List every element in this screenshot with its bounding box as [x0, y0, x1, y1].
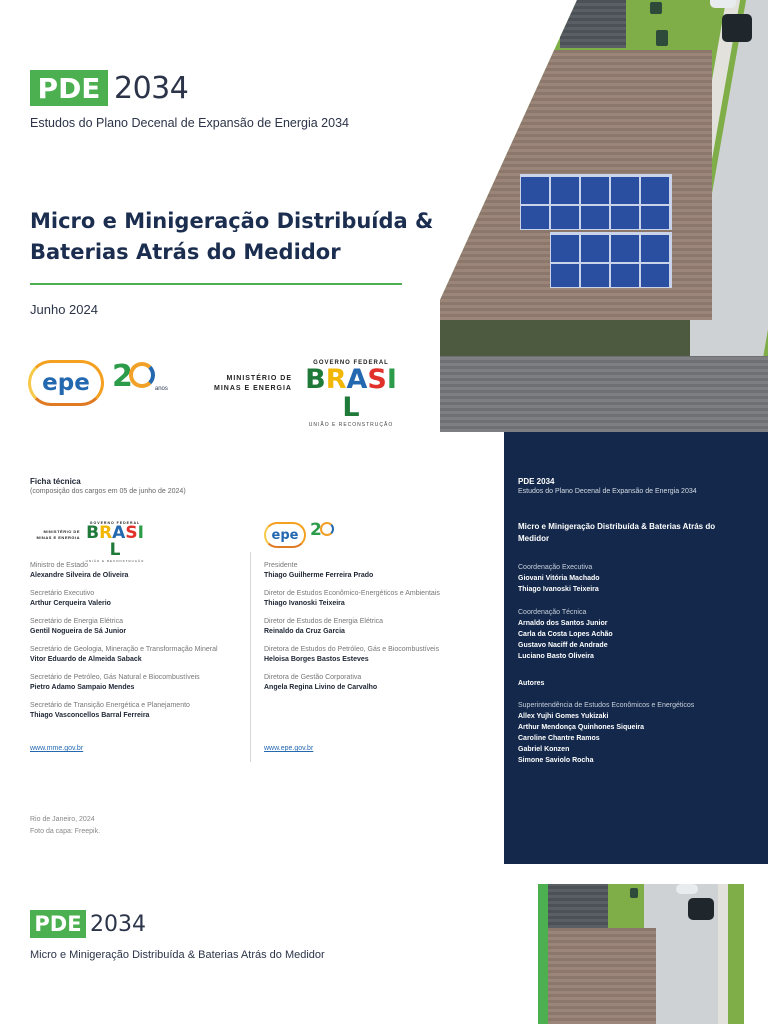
credits-pde-title: PDE 2034 [518, 477, 555, 486]
pde-logo [30, 910, 146, 938]
mme-line-1: MINISTÉRIO DE [226, 375, 292, 382]
mme-line-2: MINAS E ENERGIA [213, 385, 292, 392]
brasil-letter: S [125, 523, 138, 543]
anniversary-word: anos [154, 386, 168, 392]
staff-entry: Secretário Executivo Arthur Cerqueira Valerio [30, 590, 111, 607]
staff-entry: Secretário de Geologia, Mineração e Transformação Mineral Vitor Eduardo de Almeida Saback [30, 646, 218, 663]
governo-federal-logo-small [84, 521, 146, 563]
brasil-letter: R [99, 523, 113, 543]
epe-logo-ring-icon [264, 522, 306, 548]
cover-aerial-photo [440, 0, 768, 432]
mme-website-link[interactable]: www.mme.gov.br [30, 745, 84, 752]
title-divider [30, 283, 402, 285]
photo-roof-grey [440, 356, 768, 432]
anniversary-zero-ring-icon [129, 362, 155, 388]
place-date: Rio de Janeiro, 2024 [30, 816, 95, 823]
epe-20-anos-logo [112, 359, 168, 394]
epe-staff-list [264, 561, 494, 701]
anniversary-zero-ring-icon [320, 522, 334, 536]
autores-list: Superintendência de Estudos Econômicos e Energéticos Allex Yujhi Gomes Yukizaki Arthur Mendonça Quinhones Siqueira Caroline Chantre Ramos Gabriel Konzen Simone Saviolo Rocha [518, 702, 695, 764]
photo-car-icon [710, 0, 736, 8]
cover-subtitle: Estudos do Plano Decenal de Expansão de Energia 2034 [30, 116, 349, 130]
staff-entry: Secretário de Petróleo, Gás Natural e Biocombustíveis Pietro Adamo Sampaio Mendes [30, 674, 200, 691]
brasil-letter: B [305, 364, 326, 395]
photo-credit: Foto da capa: Freepik. [30, 828, 101, 835]
staff-entry: Presidente Thiago Guilherme Ferreira Prado [264, 562, 374, 579]
staff-entry: Secretário de Energia Elétrica Gentil Nogueira de Sá Junior [30, 618, 127, 635]
pde-badge: PDE [30, 910, 86, 938]
brasil-letter: I [386, 364, 397, 395]
staff-entry: Diretor de Estudos Econômico-Energéticos e Ambientais Thiago Ivanoski Teixeira [264, 590, 440, 607]
pde-year: 2034 [114, 70, 189, 106]
mme-line-2: MINAS E ENERGIA [36, 535, 80, 540]
photo-sidewalk [718, 884, 728, 1024]
staff-entry: Diretor de Estudos de Energia Elétrica Reinaldo da Cruz Garcia [264, 618, 384, 635]
epe-website-link[interactable]: www.epe.gov.br [264, 745, 314, 752]
solar-panel-icon [520, 174, 672, 230]
brasil-letter: B [86, 523, 100, 543]
chapter-subtitle: Micro e Minigeração Distribuída & Baterias Atrás do Medidor [30, 949, 325, 961]
staff-entry: Diretora de Estudos do Petróleo, Gás e Biocombustíveis Heloisa Borges Bastos Esteves [264, 646, 440, 663]
photo-roof-dark [548, 884, 608, 928]
brasil-letter: S [367, 364, 387, 395]
photo-roof-dark [560, 0, 626, 48]
coordenacao-executiva: Coordenação Executiva Giovani Vitória Machado Thiago Ivanoski Teixeira [518, 564, 600, 593]
photo-roof [548, 928, 656, 1024]
ficha-footer [30, 814, 100, 838]
uniao-reconstrucao-label: UNIÃO E RECONSTRUÇÃO [308, 422, 394, 428]
governo-federal-label: GOVERNO FEDERAL [89, 521, 141, 525]
brasil-wordmark [84, 525, 146, 559]
epe-logo-ring-icon [28, 360, 104, 406]
brasil-wordmark [302, 366, 400, 422]
cover-date: Junho 2024 [30, 302, 98, 317]
pde-year: 2034 [90, 911, 146, 937]
cover-page [0, 0, 768, 432]
anniversary-digit: 2 [310, 520, 322, 540]
cover-title: Micro e Minigeração Distribuída & Baterias Atrás do Medidor [30, 209, 434, 264]
epe-logo-text: epe [42, 370, 90, 396]
pde-logo [30, 70, 188, 106]
mme-logo [210, 374, 292, 394]
photo-bin-icon [630, 888, 638, 898]
epe-logo-text: epe [271, 527, 299, 543]
green-accent-bar [538, 884, 548, 1024]
chapter-page [0, 864, 768, 1024]
governo-federal-label: GOVERNO FEDERAL [313, 360, 389, 366]
staff-entry: Secretário de Transição Energética e Planejamento Thiago Vasconcellos Barral Ferreira [30, 702, 190, 719]
ficha-heading: Ficha técnica [30, 477, 81, 486]
chapter-aerial-photo [548, 884, 744, 1024]
epe-logo [28, 360, 104, 406]
pde-badge: PDE [30, 70, 108, 106]
photo-car-icon [688, 898, 714, 920]
ficha-tecnica-page [0, 432, 768, 864]
brasil-letter: A [112, 523, 126, 543]
epe-20-anos-logo-small [310, 522, 334, 539]
ficha-subheading: (composição dos cargos em 05 de junho de 2024) [30, 488, 186, 495]
mme-staff-list [30, 561, 245, 729]
column-divider [250, 552, 251, 762]
mme-line-1: MINISTÉRIO DE [43, 529, 80, 534]
governo-federal-logo [302, 360, 400, 428]
uniao-reconstrucao-label: UNIÃO E RECONSTRUÇÃO [85, 559, 145, 563]
anniversary-digit: 2 [112, 359, 133, 394]
solar-panel-icon [550, 232, 672, 288]
photo-bin-icon [656, 30, 668, 46]
brasil-letter: L [109, 540, 121, 560]
photo-bin-icon [650, 2, 662, 14]
photo-house-wall [440, 320, 690, 356]
brasil-letter: I [137, 523, 144, 543]
staff-entry: Diretora de Gestão Corporativa Angela Regina Livino de Carvalho [264, 674, 378, 691]
credits-panel [504, 432, 768, 864]
coordenacao-tecnica: Coordenação Técnica Arnaldo dos Santos Junior Carla da Costa Lopes Achão Gustavo Naciff de Andrade Luciano Basto Oliveira [518, 609, 613, 660]
brasil-letter: R [325, 364, 347, 395]
credits-report-title: Micro e Minigeração Distribuída & Baterias Atrás do Medidor [518, 522, 716, 543]
staff-entry: Ministro de Estado Alexandre Silveira de Oliveira [30, 562, 129, 579]
autores-label: Autores [518, 680, 545, 687]
photo-car-icon [722, 14, 752, 42]
mme-logo-small [30, 529, 80, 541]
brasil-letter: L [342, 392, 360, 423]
brasil-letter: A [346, 364, 368, 395]
credits-pde-subtitle: Estudos do Plano Decenal de Expansão de Energia 2034 [518, 488, 697, 495]
photo-car-icon [676, 884, 698, 894]
epe-logo-small [264, 522, 306, 548]
